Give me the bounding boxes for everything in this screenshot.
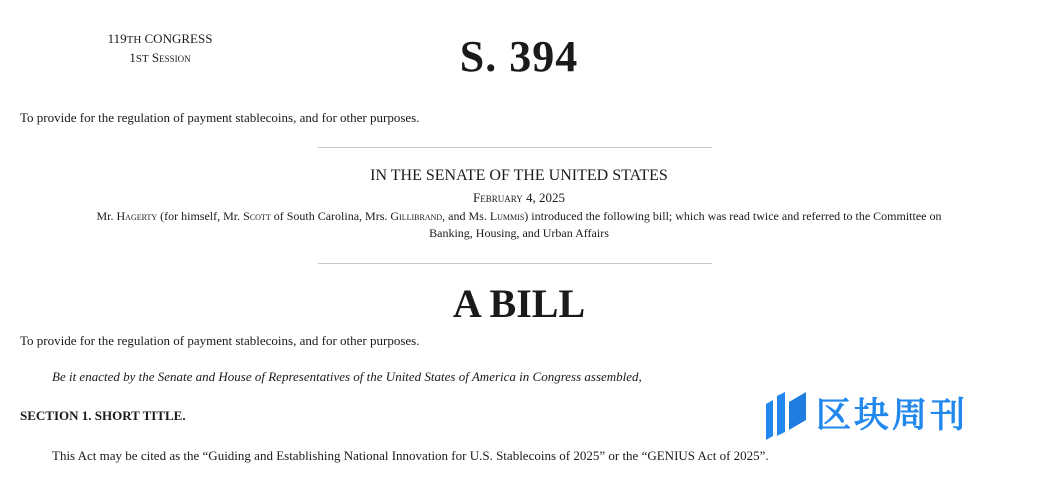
watermark (764, 386, 1034, 446)
purpose-statement-bottom: To provide for the regulation of payment stablecoins, and for other purposes. (20, 333, 420, 348)
bill-number: S. 394 (459, 32, 579, 81)
watermark-text: 区块周刊 (816, 396, 969, 436)
session-number: 1 (129, 50, 136, 65)
congress-word: CONGRESS (144, 31, 213, 46)
date-month: February (473, 190, 523, 205)
divider-top (318, 147, 712, 148)
bill-heading: A BILL (452, 281, 586, 326)
intro-part: Mr. (96, 209, 117, 223)
purpose-statement-top: To provide for the regulation of payment stablecoins, and for other purposes. (20, 110, 420, 125)
intro-part: (for himself, Mr. (157, 209, 244, 223)
introduction-date (0, 190, 1038, 206)
intro-part: of South Carolina, Mrs. (270, 209, 391, 223)
senate-heading: IN THE SENATE OF THE UNITED STATES (370, 167, 668, 184)
divider-bottom (318, 263, 712, 264)
introduction-line-2: Banking, Housing, and Urban Affairs (429, 226, 609, 240)
intro-part: , and Ms. (442, 209, 490, 223)
introduction-text (0, 208, 1038, 242)
enacting-clause: Be it enacted by the Senate and House of Representatives of the United States of America in Congress assembled, (52, 369, 642, 384)
session-word: Session (151, 50, 191, 65)
section-title: SECTION 1. SHORT TITLE. (20, 408, 186, 423)
introduction-line-1 (4, 208, 1034, 225)
watermark-logo-icon (764, 390, 808, 442)
sponsor-name: Hagerty (116, 209, 158, 223)
congress-suffix: TH (126, 34, 142, 46)
intro-part: ) introduced the following bill; which was read twice and referred to the Committee on (524, 209, 942, 223)
cosponsor-name: Scott (243, 209, 271, 223)
date-rest: 4, 2025 (522, 190, 565, 205)
session-suffix: ST (135, 53, 149, 65)
cosponsor-name: Lummis (489, 209, 525, 223)
short-title-citation: This Act may be cited as the “Guiding and Establishing National Innovation for U.S. Stablecoins of 2025” or the “GENIUS Act of 2025”. (52, 448, 769, 463)
congress-number: 119 (107, 31, 127, 46)
cosponsor-name: Gillibrand (390, 209, 443, 223)
